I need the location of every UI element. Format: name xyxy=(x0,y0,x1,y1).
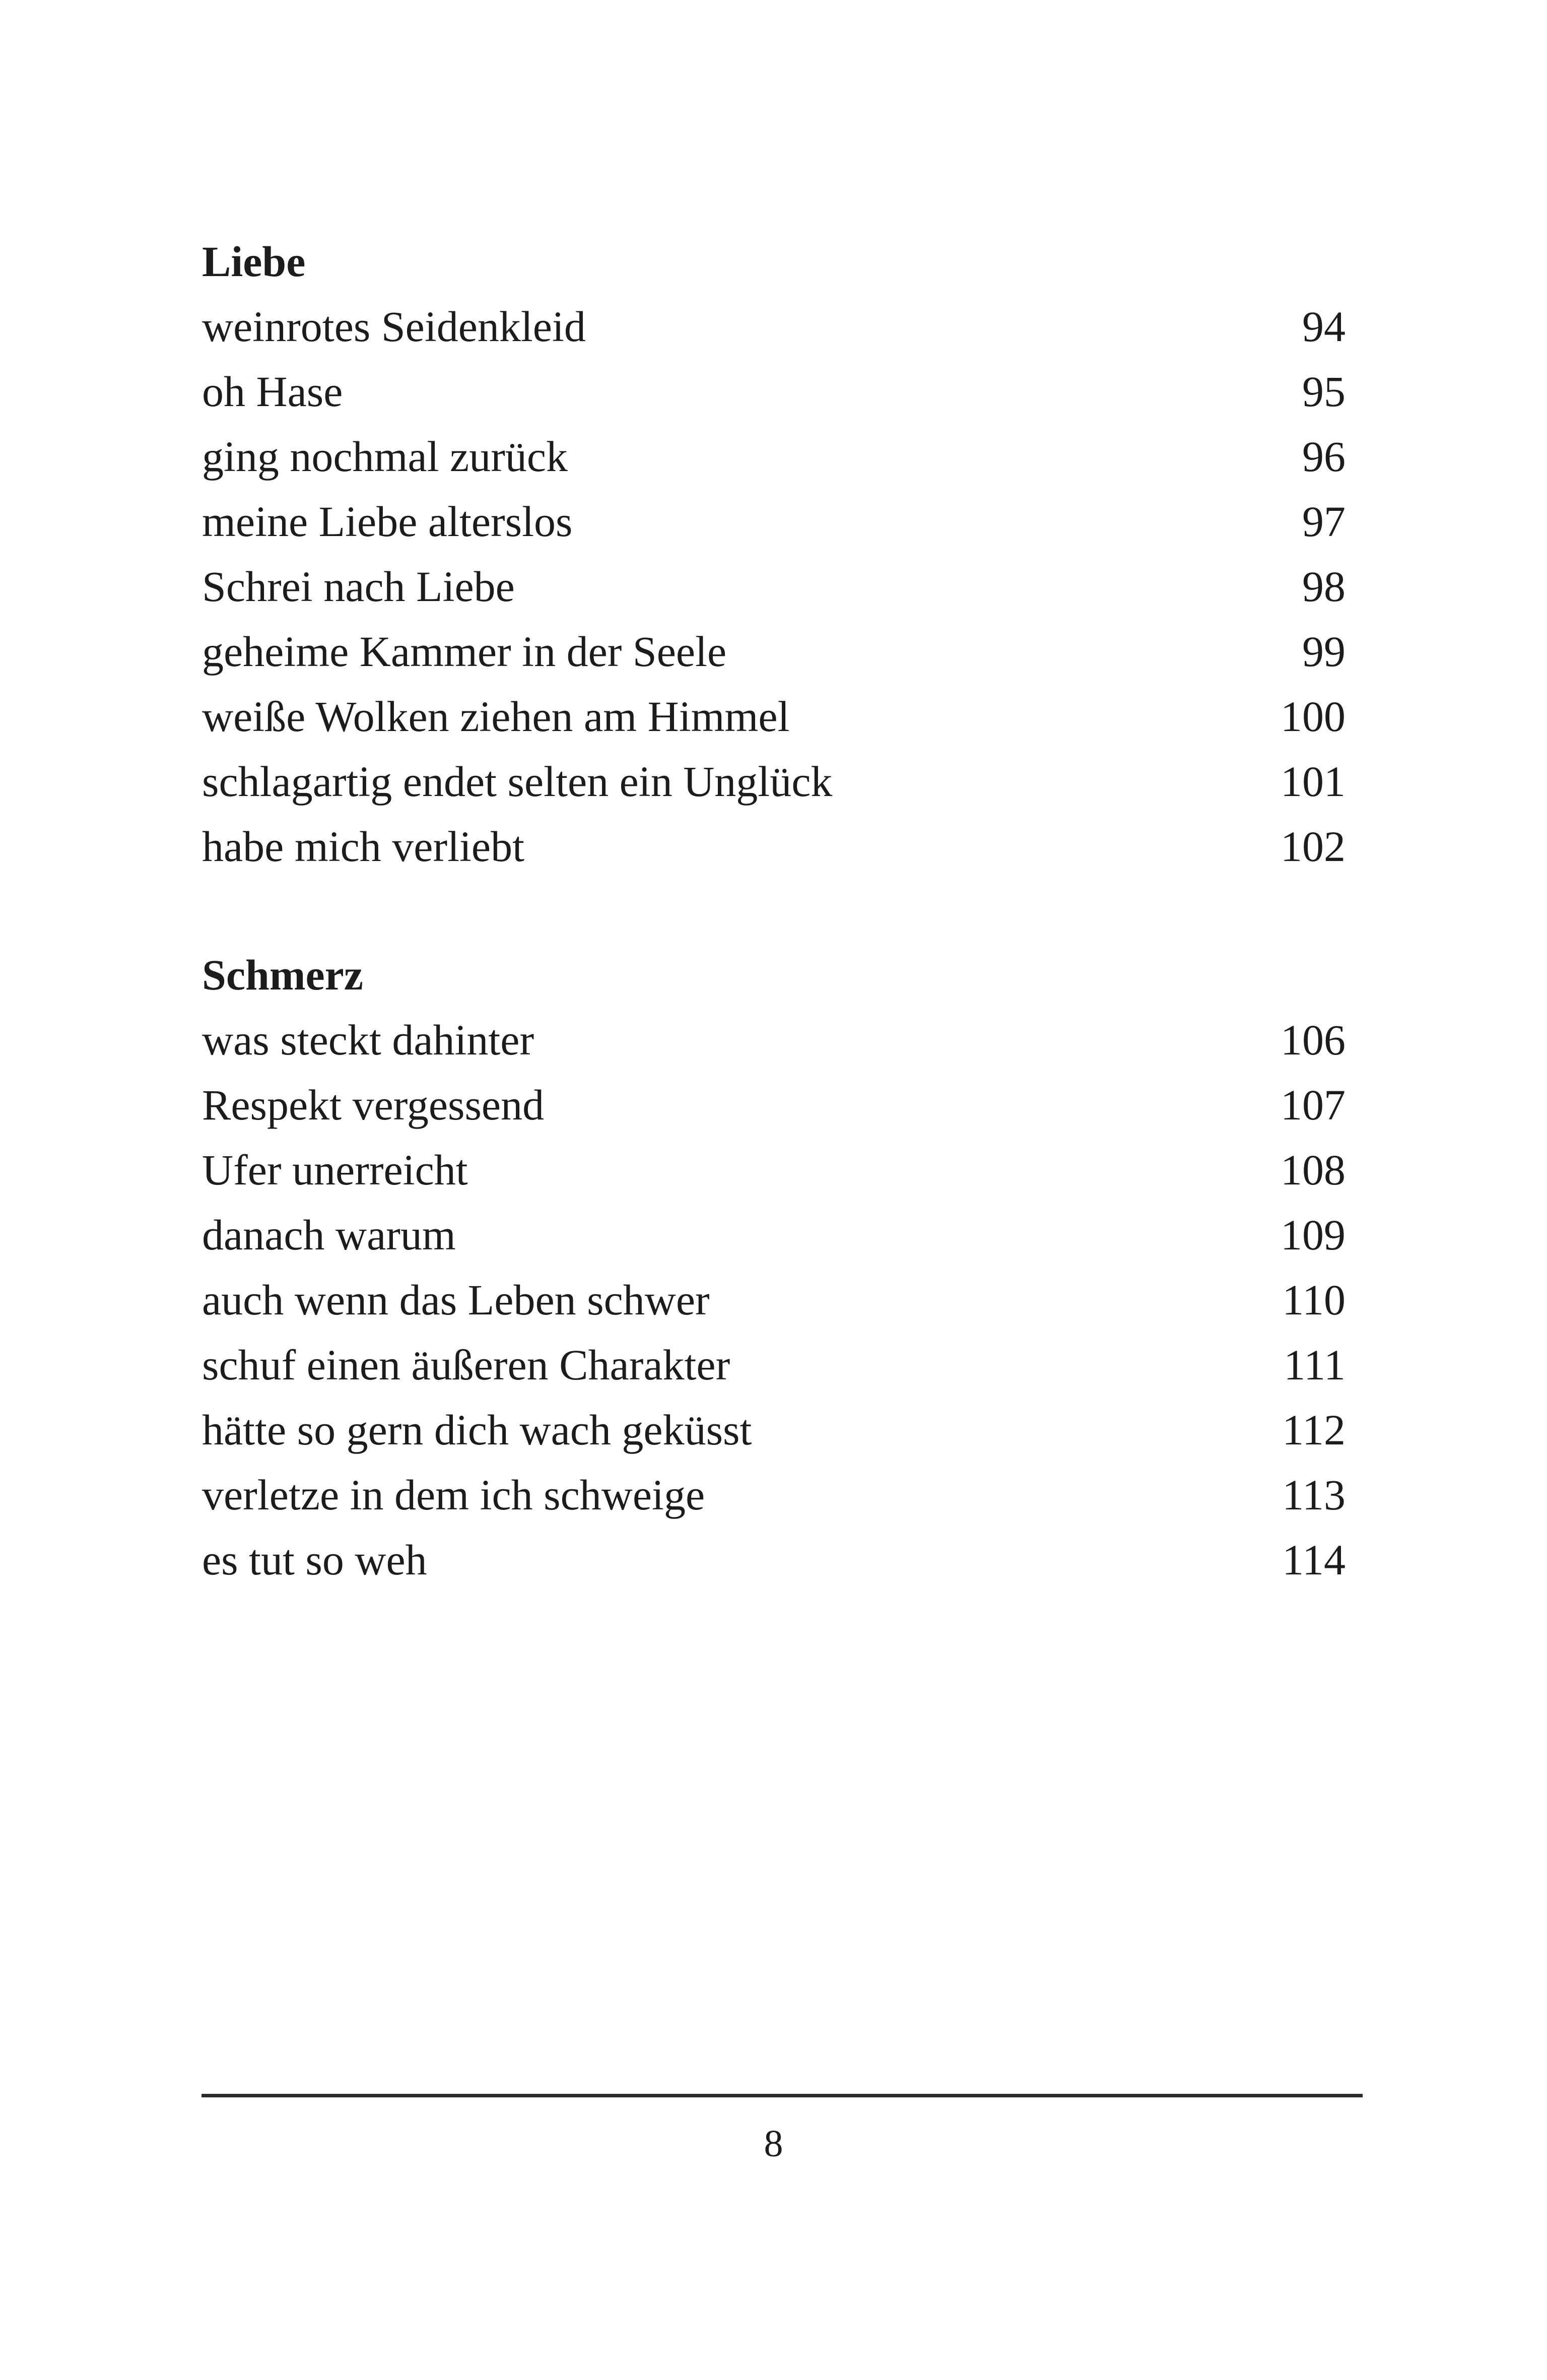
toc-entry xyxy=(202,1463,1346,1528)
page-number: 8 xyxy=(764,2123,783,2165)
toc-entry xyxy=(202,1073,1346,1138)
toc-entry xyxy=(202,1203,1346,1268)
entry-page-number: 108 xyxy=(1281,1146,1346,1194)
entry-title: was steckt dahinter xyxy=(202,1016,534,1064)
entry-page-number: 109 xyxy=(1281,1211,1346,1259)
entry-title: verletze in dem ich schweige xyxy=(202,1471,705,1519)
entry-page-number: 106 xyxy=(1281,1016,1346,1064)
entry-title: oh Hase xyxy=(202,367,343,416)
toc-entry-list xyxy=(202,294,1346,879)
entry-title: es tut so weh xyxy=(202,1536,427,1584)
entry-title: hätte so gern dich wach geküsst xyxy=(202,1406,752,1454)
entry-page-number: 102 xyxy=(1281,822,1346,871)
entry-title: meine Liebe alterslos xyxy=(202,497,573,546)
toc-entry xyxy=(202,1333,1346,1398)
toc-entry xyxy=(202,1008,1346,1073)
section-title: Liebe xyxy=(202,237,306,286)
entry-page-number: 99 xyxy=(1302,627,1346,676)
toc-entry xyxy=(202,294,1346,359)
entry-title: weinrotes Seidenkleid xyxy=(202,302,586,351)
entry-title: schuf einen äußeren Charakter xyxy=(202,1341,730,1389)
entry-title: geheime Kammer in der Seele xyxy=(202,627,727,676)
toc-section-liebe xyxy=(202,229,1346,879)
entry-title: habe mich verliebt xyxy=(202,822,524,871)
entry-page-number: 107 xyxy=(1281,1081,1346,1129)
toc-entry xyxy=(202,1268,1346,1333)
table-of-contents xyxy=(202,229,1346,1593)
toc-entry xyxy=(202,749,1346,814)
section-title: Schmerz xyxy=(202,951,363,999)
entry-title: Ufer unerreicht xyxy=(202,1146,468,1194)
entry-page-number: 95 xyxy=(1302,367,1346,416)
toc-entry xyxy=(202,619,1346,684)
toc-entry xyxy=(202,1528,1346,1593)
entry-page-number: 97 xyxy=(1302,497,1346,546)
entry-title: Schrei nach Liebe xyxy=(202,562,515,611)
entry-page-number: 101 xyxy=(1281,757,1346,806)
entry-title: ging nochmal zurück xyxy=(202,432,568,481)
toc-entry xyxy=(202,814,1346,879)
entry-title: auch wenn das Leben schwer xyxy=(202,1276,710,1324)
toc-entry xyxy=(202,359,1346,424)
toc-entry-list xyxy=(202,1008,1346,1593)
footer-divider xyxy=(201,2094,1363,2097)
entry-page-number: 94 xyxy=(1302,302,1346,351)
entry-title: danach warum xyxy=(202,1211,456,1259)
entry-page-number: 111 xyxy=(1284,1341,1346,1389)
entry-page-number: 114 xyxy=(1282,1536,1346,1584)
entry-page-number: 110 xyxy=(1282,1276,1346,1324)
entry-title: Respekt vergessend xyxy=(202,1081,545,1129)
toc-entry xyxy=(202,489,1346,554)
entry-title: weiße Wolken ziehen am Himmel xyxy=(202,692,790,741)
toc-entry xyxy=(202,424,1346,489)
entry-page-number: 100 xyxy=(1281,692,1346,741)
toc-entry xyxy=(202,554,1346,619)
entry-page-number: 96 xyxy=(1302,432,1346,481)
toc-section-schmerz xyxy=(202,943,1346,1593)
entry-title: schlagartig endet selten ein Unglück xyxy=(202,757,833,806)
entry-page-number: 98 xyxy=(1302,562,1346,611)
toc-entry xyxy=(202,684,1346,749)
toc-entry xyxy=(202,1398,1346,1463)
entry-page-number: 112 xyxy=(1282,1406,1346,1454)
toc-entry xyxy=(202,1138,1346,1203)
entry-page-number: 113 xyxy=(1282,1471,1346,1519)
